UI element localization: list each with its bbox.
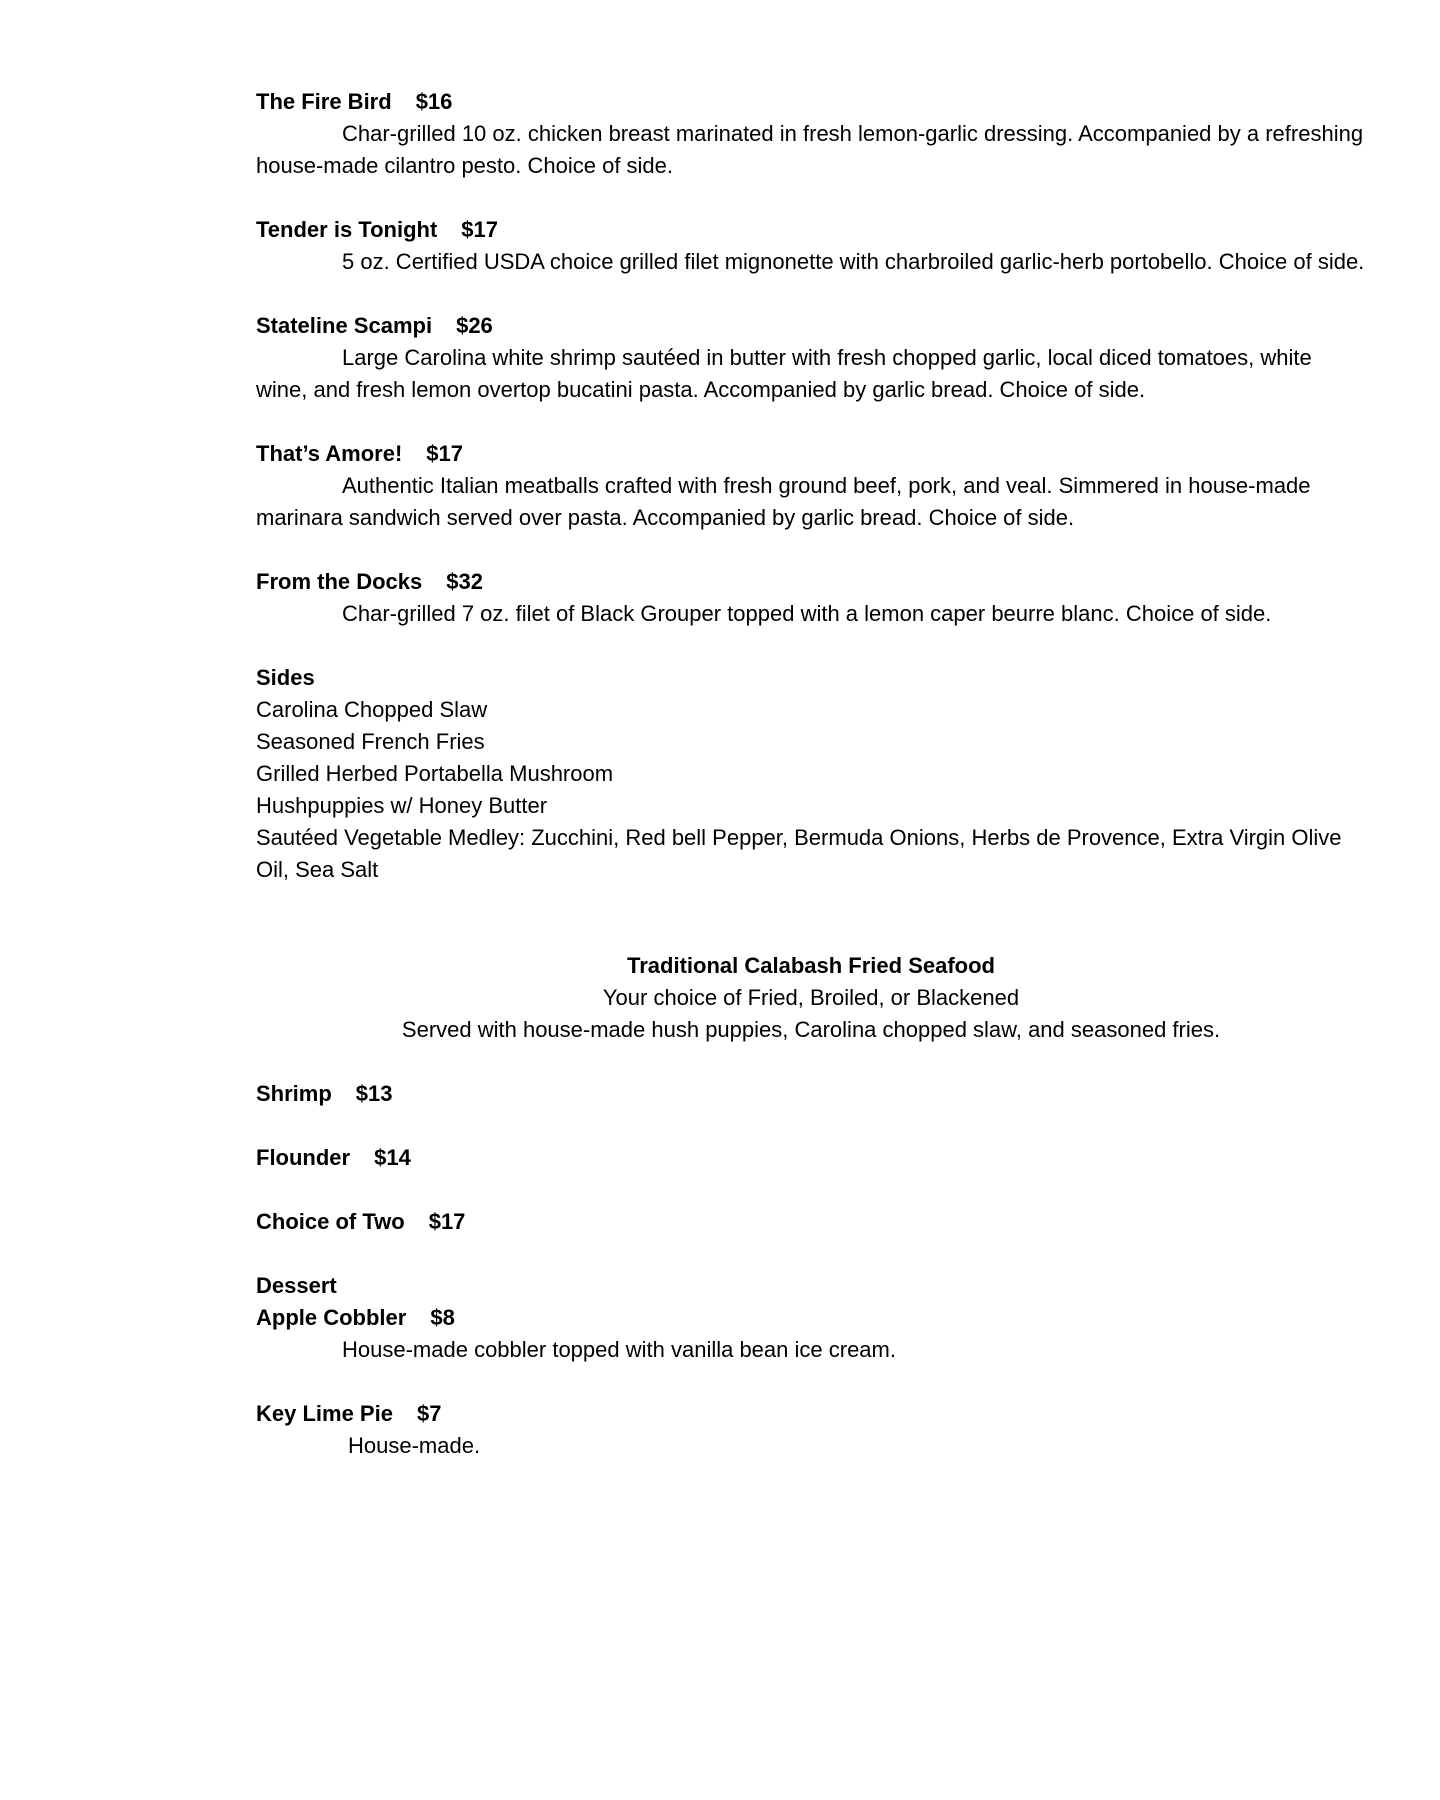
menu-item-tender-is-tonight [256, 214, 1366, 278]
menu-item-title [256, 438, 1366, 470]
menu-item-name: From the Docks [256, 569, 423, 594]
menu-item-name: Shrimp [256, 1081, 332, 1106]
menu-item-title [256, 86, 1366, 118]
seafood-heading: Traditional Calabash Fried Seafood [627, 953, 995, 978]
menu-item-description: Char-grilled 7 oz. filet of Black Grouper topped with a lemon caper beurre blanc. Choice of side. [342, 601, 1272, 626]
menu-item-name: Tender is Tonight [256, 217, 438, 242]
menu-item-name: That’s Amore! [256, 441, 403, 466]
seafood-note: Served with house-made hush puppies, Carolina chopped slaw, and seasoned fries. [401, 1017, 1221, 1042]
menu-item-description: Char-grilled 10 oz. chicken breast marinated in fresh lemon-garlic dressing. Accompanied by a refreshing house-made cilantro pesto. Choice of side. [256, 121, 1364, 178]
menu-item-price: $8 [430, 1305, 455, 1330]
seafood-item-flounder [256, 1142, 1366, 1174]
menu-item-description: House-made cobbler topped with vanilla bean ice cream. [342, 1337, 896, 1362]
menu-item-price: $13 [355, 1081, 393, 1106]
seafood-item-choice-of-two [256, 1206, 1366, 1238]
menu-item-price: $16 [415, 89, 453, 114]
menu-item-description: Large Carolina white shrimp sautéed in butter with fresh chopped garlic, local diced tomatoes, white wine, and fresh lemon overtop bucatini pasta. Accompanied by garlic bread. Choice of side. [256, 345, 1312, 402]
menu-item-name: Key Lime Pie [256, 1401, 393, 1426]
menu-item-price: $17 [426, 441, 463, 466]
sides-section [256, 662, 1366, 886]
menu-item-name: Flounder [256, 1145, 351, 1170]
menu-item-name: Choice of Two [256, 1209, 405, 1234]
sides-header: Sides [256, 665, 315, 690]
menu-item-key-lime-pie [256, 1398, 1366, 1462]
menu-item-description: 5 oz. Certified USDA choice grilled filet mignonette with charbroiled garlic-herb portobello. Choice of side. [342, 249, 1365, 274]
menu-item-price: $7 [416, 1401, 442, 1426]
menu-item-name: Stateline Scampi [256, 313, 433, 338]
menu-item-title [256, 1398, 1366, 1430]
seafood-subheading: Your choice of Fried, Broiled, or Blackened [602, 985, 1020, 1010]
menu-item-title [256, 566, 1366, 598]
side-item: Grilled Herbed Portabella Mushroom [256, 761, 614, 786]
menu-item-title [256, 1302, 1366, 1334]
menu-item-description: House-made. [348, 1433, 481, 1458]
menu-page [256, 86, 1366, 1462]
menu-item-price: $14 [374, 1145, 411, 1170]
menu-item-from-the-docks [256, 566, 1366, 630]
menu-item-stateline-scampi [256, 310, 1366, 406]
menu-item-name: The Fire Bird [256, 89, 392, 114]
menu-item-price: $17 [461, 217, 499, 242]
entrees-section [256, 86, 1366, 630]
menu-item-title [256, 310, 1366, 342]
dessert-header: Dessert [256, 1273, 337, 1298]
menu-item-description: Authentic Italian meatballs crafted with fresh ground beef, pork, and veal. Simmered in house-made marinara sandwich served over pasta. Accompanied by garlic bread. Choice of side. [256, 473, 1311, 530]
side-item: Hushpuppies w/ Honey Butter [256, 793, 548, 818]
menu-item-fire-bird [256, 86, 1366, 182]
menu-item-price: $17 [428, 1209, 466, 1234]
menu-item-price: $26 [456, 313, 493, 338]
side-item: Seasoned French Fries [256, 729, 485, 754]
seafood-item-shrimp [256, 1078, 1366, 1110]
menu-item-apple-cobbler [256, 1302, 1366, 1366]
menu-item-title [256, 214, 1366, 246]
menu-item-price: $32 [446, 569, 483, 594]
seafood-section [256, 950, 1366, 1238]
seafood-intro [256, 950, 1366, 1046]
side-item: Carolina Chopped Slaw [256, 697, 488, 722]
side-item: Sautéed Vegetable Medley: Zucchini, Red bell Pepper, Bermuda Onions, Herbs de Provence, Extra Virgin Olive Oil, Sea Salt [256, 825, 1342, 882]
menu-item-thats-amore [256, 438, 1366, 534]
spacer [256, 1046, 1366, 1078]
dessert-section [256, 1270, 1366, 1462]
menu-item-name: Apple Cobbler [256, 1305, 407, 1330]
